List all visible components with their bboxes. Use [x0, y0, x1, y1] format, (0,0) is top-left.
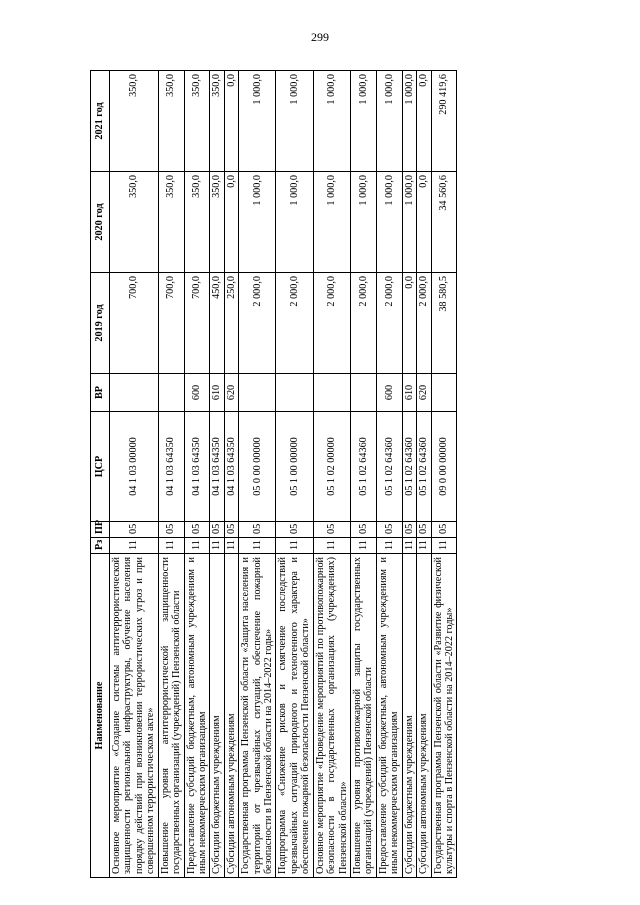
- cell-name: Субсидии бюджетным учреждениям: [210, 554, 224, 878]
- cell-2020: 1 000,0: [276, 172, 313, 273]
- cell-vr: 600: [184, 374, 210, 412]
- cell-vr: 620: [417, 374, 431, 412]
- cell-rz: 11: [376, 538, 402, 554]
- header-vr: ВР: [91, 374, 110, 412]
- cell-csr: 04 1 03 64350: [184, 412, 210, 522]
- cell-vr: 620: [224, 374, 238, 412]
- cell-2019: 250,0: [224, 273, 238, 374]
- header-2021: 2021 год: [91, 71, 110, 172]
- cell-2021: 350,0: [184, 71, 210, 172]
- cell-pr: 05: [224, 522, 238, 538]
- table-row: [313, 71, 350, 878]
- cell-csr: 09 0 00 00000: [431, 412, 457, 522]
- cell-pr: 05: [351, 522, 377, 538]
- cell-name: Государственная программа Пензенской области «Защита населения и территорий от чрезвычайных ситуаций, обеспечение пожарной безопасности в Пензенской области на 2014–2022 годы»: [239, 554, 276, 878]
- table-row: [210, 71, 224, 878]
- table-row: [184, 71, 210, 878]
- cell-2020: 1 000,0: [376, 172, 402, 273]
- header-2019: 2019 год: [91, 273, 110, 374]
- cell-2020: 1 000,0: [239, 172, 276, 273]
- header-rz: Рз: [91, 538, 110, 554]
- table-row: [417, 71, 431, 878]
- cell-rz: 11: [110, 538, 159, 554]
- cell-csr: 04 1 03 00000: [110, 412, 159, 522]
- cell-vr: 600: [376, 374, 402, 412]
- cell-csr: 05 1 02 64360: [402, 412, 416, 522]
- cell-2020: 350,0: [184, 172, 210, 273]
- cell-vr: [239, 374, 276, 412]
- cell-rz: 11: [224, 538, 238, 554]
- cell-csr: 05 1 00 00000: [276, 412, 313, 522]
- cell-2021: 1 000,0: [402, 71, 416, 172]
- cell-csr: 04 1 03 64350: [210, 412, 224, 522]
- cell-csr: 05 1 02 00000: [313, 412, 350, 522]
- cell-csr: 05 1 02 64360: [376, 412, 402, 522]
- cell-rz: 11: [402, 538, 416, 554]
- table-row: [376, 71, 402, 878]
- cell-pr: 05: [313, 522, 350, 538]
- cell-rz: 11: [184, 538, 210, 554]
- cell-pr: 05: [239, 522, 276, 538]
- cell-name: Предоставление субсидий бюджетным, автономным учреждениям и иным некоммерческим организациям: [376, 554, 402, 878]
- cell-vr: [431, 374, 457, 412]
- cell-pr: 05: [210, 522, 224, 538]
- cell-pr: 05: [417, 522, 431, 538]
- cell-pr: 05: [402, 522, 416, 538]
- cell-2020: 34 560,6: [431, 172, 457, 273]
- cell-2020: 1 000,0: [351, 172, 377, 273]
- header-pr: ПР: [91, 522, 110, 538]
- cell-2019: 700,0: [184, 273, 210, 374]
- cell-vr: 610: [402, 374, 416, 412]
- cell-2021: 1 000,0: [276, 71, 313, 172]
- table-row: [431, 71, 457, 878]
- cell-2020: 1 000,0: [402, 172, 416, 273]
- cell-vr: [110, 374, 159, 412]
- table-header-row: [91, 71, 110, 878]
- cell-vr: [351, 374, 377, 412]
- cell-name: Повышение уровня антитеррористической защищенности государственных организаций (учреждений) Пензенской области: [158, 554, 184, 878]
- cell-2021: 0,0: [417, 71, 431, 172]
- rotated-table-wrapper: [90, 70, 530, 878]
- cell-2019: 2 000,0: [417, 273, 431, 374]
- cell-2021: 1 000,0: [239, 71, 276, 172]
- cell-csr: 05 1 02 64360: [417, 412, 431, 522]
- table-row: [158, 71, 184, 878]
- cell-rz: 11: [313, 538, 350, 554]
- cell-2021: 350,0: [158, 71, 184, 172]
- cell-pr: 05: [158, 522, 184, 538]
- table-row: [239, 71, 276, 878]
- cell-rz: 11: [239, 538, 276, 554]
- table-row: [351, 71, 377, 878]
- cell-name: Повышение уровня противопожарной защиты государственных организаций (учреждений) Пензенской области: [351, 554, 377, 878]
- cell-2020: 1 000,0: [313, 172, 350, 273]
- cell-name: Субсидии бюджетным учреждениям: [402, 554, 416, 878]
- cell-csr: 04 1 03 64350: [224, 412, 238, 522]
- cell-2021: 350,0: [110, 71, 159, 172]
- cell-2019: 450,0: [210, 273, 224, 374]
- cell-2019: 2 000,0: [239, 273, 276, 374]
- cell-2019: 700,0: [110, 273, 159, 374]
- table-row: [402, 71, 416, 878]
- cell-name: Предоставление субсидий бюджетным, автономным учреждениям и иным некоммерческим организациям: [184, 554, 210, 878]
- cell-csr: 05 0 00 00000: [239, 412, 276, 522]
- cell-2019: 2 000,0: [313, 273, 350, 374]
- cell-2021: 1 000,0: [376, 71, 402, 172]
- cell-2019: 2 000,0: [376, 273, 402, 374]
- cell-2019: 0,0: [402, 273, 416, 374]
- cell-pr: 05: [276, 522, 313, 538]
- cell-2021: 350,0: [210, 71, 224, 172]
- cell-2020: 0,0: [224, 172, 238, 273]
- cell-2019: 2 000,0: [351, 273, 377, 374]
- cell-rz: 11: [158, 538, 184, 554]
- cell-name: Подпрограмма «Снижение рисков и смягчение последствий чрезвычайных ситуаций природного и техногенного характера и обеспечение пожарной безопасности Пензенской области»: [276, 554, 313, 878]
- cell-pr: 05: [376, 522, 402, 538]
- table-row: [110, 71, 159, 878]
- cell-name: Основное мероприятие «Проведение мероприятий по противопожарной безопасности в государственных организациях (учреждениях) Пензенской области»: [313, 554, 350, 878]
- cell-name: Субсидии автономным учреждениям: [224, 554, 238, 878]
- cell-vr: 610: [210, 374, 224, 412]
- table-row: [276, 71, 313, 878]
- cell-pr: 05: [431, 522, 457, 538]
- header-2020: 2020 год: [91, 172, 110, 273]
- cell-2021: 290 419,6: [431, 71, 457, 172]
- header-name: Наименование: [91, 554, 110, 878]
- cell-pr: 05: [110, 522, 159, 538]
- cell-2019: 38 580,5: [431, 273, 457, 374]
- cell-2020: 350,0: [110, 172, 159, 273]
- cell-rz: 11: [210, 538, 224, 554]
- cell-2019: 2 000,0: [276, 273, 313, 374]
- cell-name: Государственная программа Пензенской области «Развитие физической культуры и спорта в Пензенской области на 2014–2022 годы»: [431, 554, 457, 878]
- cell-vr: [276, 374, 313, 412]
- table-body: [110, 71, 457, 878]
- cell-vr: [158, 374, 184, 412]
- cell-2021: 1 000,0: [313, 71, 350, 172]
- cell-csr: 04 1 03 64350: [158, 412, 184, 522]
- cell-csr: 05 1 02 64360: [351, 412, 377, 522]
- header-csr: ЦСР: [91, 412, 110, 522]
- cell-rz: 11: [276, 538, 313, 554]
- cell-2021: 0,0: [224, 71, 238, 172]
- cell-2020: 350,0: [210, 172, 224, 273]
- cell-2019: 700,0: [158, 273, 184, 374]
- cell-name: Основное мероприятие «Создание системы антитеррористической защищенности региональной инфраструктуры, обучение населения порядку действий при возникновении террористических угроз и при совершенном террористическом акте»: [110, 554, 159, 878]
- cell-rz: 11: [431, 538, 457, 554]
- table-row: [224, 71, 238, 878]
- cell-rz: 11: [351, 538, 377, 554]
- cell-vr: [313, 374, 350, 412]
- cell-rz: 11: [417, 538, 431, 554]
- page-number: 299: [311, 30, 329, 44]
- cell-pr: 05: [184, 522, 210, 538]
- cell-2020: 350,0: [158, 172, 184, 273]
- cell-2020: 0,0: [417, 172, 431, 273]
- cell-name: Субсидии автономным учреждениям: [417, 554, 431, 878]
- cell-2021: 1 000,0: [351, 71, 377, 172]
- budget-table: [90, 70, 457, 878]
